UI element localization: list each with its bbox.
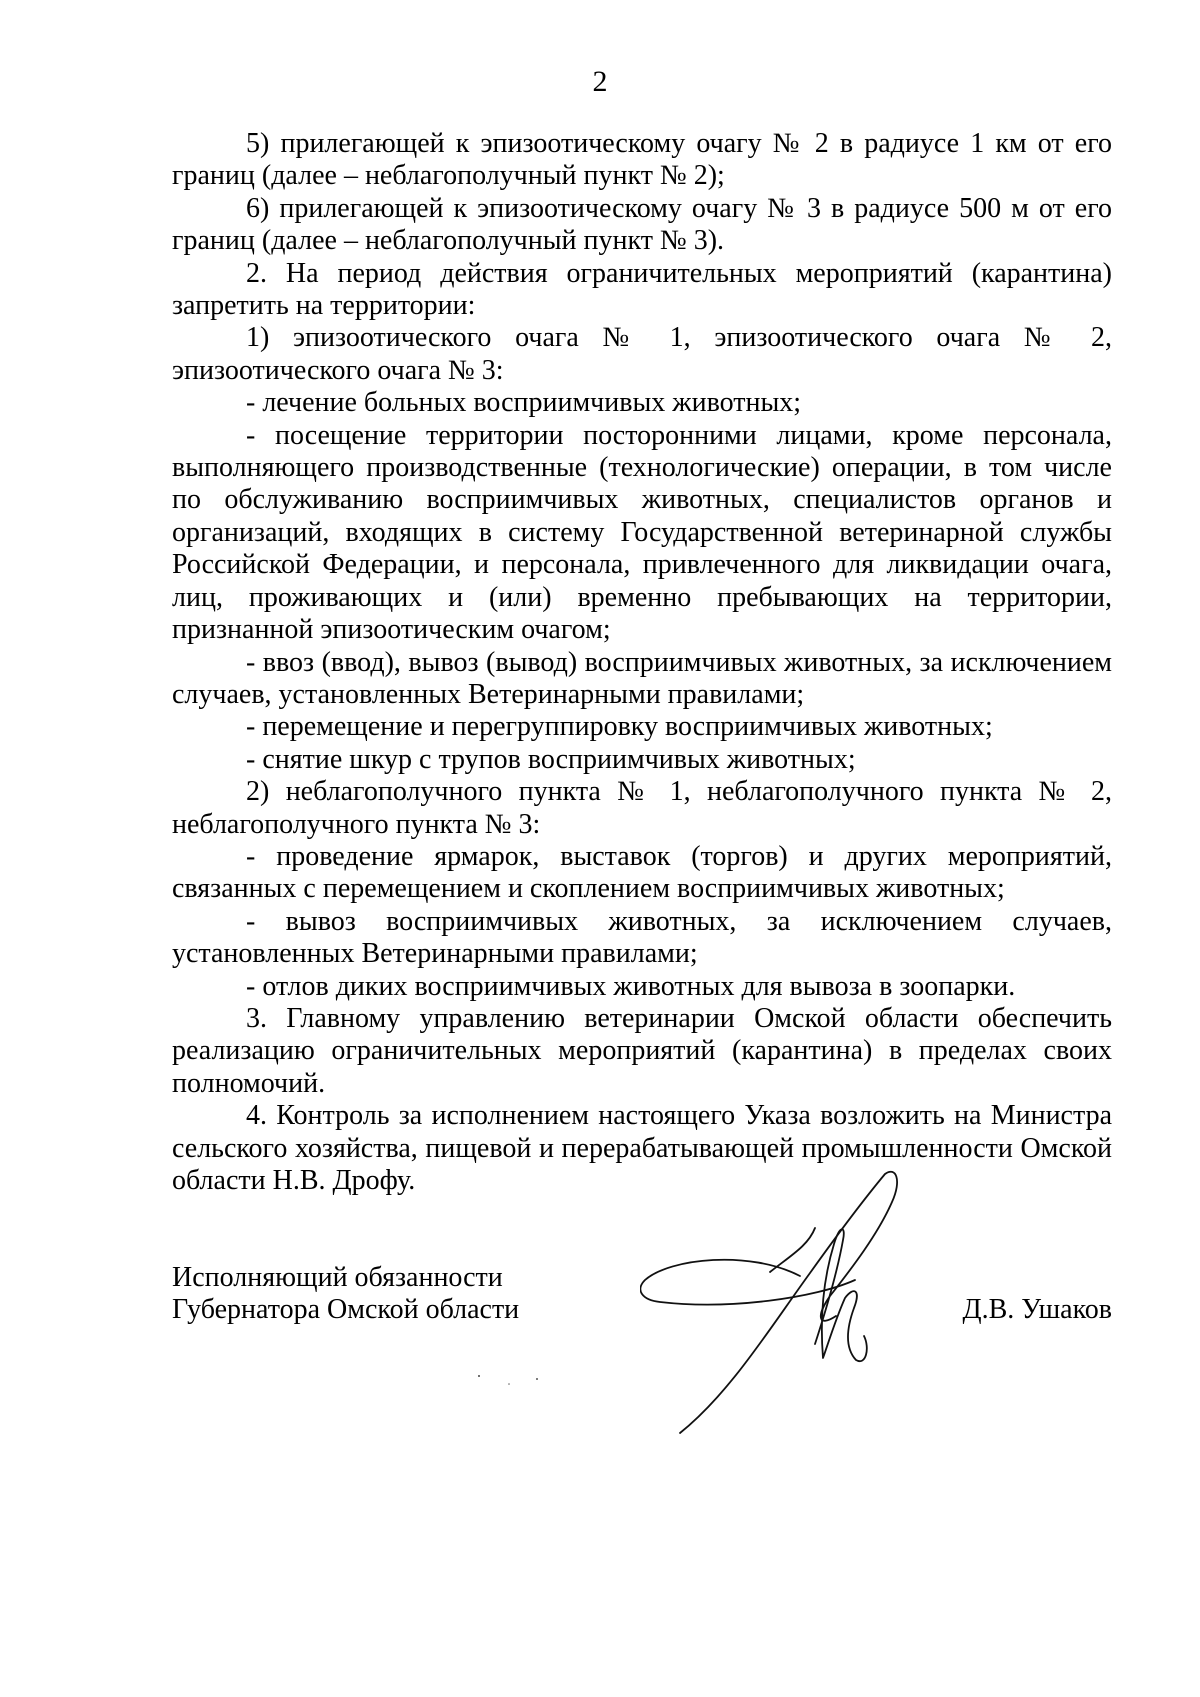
paragraph-item-5: 5) прилегающей к эпизоотическому очагу № 2 в радиусе 1 км от его границ (далее – неблагополучный пункт № 2); xyxy=(172,128,1112,192)
list-item: - снятие шкур с трупов восприимчивых животных; xyxy=(246,743,856,775)
list-item: - лечение больных восприимчивых животных; xyxy=(246,387,802,419)
list-item: - отлов диких восприимчивых животных для вывоза в зоопарки. xyxy=(246,970,1016,1002)
scan-noise xyxy=(475,1370,545,1390)
list-item: - проведение ярмарок, выставок (торгов) и других мероприятий, связанных с перемещением и скоплением восприимчивых животных; xyxy=(172,840,1112,905)
signer-name: Д.В. Ушаков xyxy=(962,1294,1112,1325)
handwritten-signature xyxy=(640,1168,950,1438)
list-item: - ввоз (ввод), вывоз (вывод) восприимчивых животных, за исключением случаев, установленных Ветеринарными правилами; xyxy=(172,646,1112,710)
signer-title-line: Губернатора Омской области xyxy=(172,1294,520,1326)
paragraph-section-4: 4. Контроль за исполнением настоящего Указа возложить на Министра сельского хозяйства, пищевой и перерабатывающей промышленности Омской области Н.В. Дрофу. xyxy=(172,1100,1112,1196)
signer-title-line: Исполняющий обязанности xyxy=(172,1262,503,1293)
paragraph-subitem-1: 1) эпизоотического очага № 1, эпизоотического очага № 2, эпизоотического очага № 3: xyxy=(172,322,1112,386)
list-item: - посещение территории посторонними лицами, кроме персонала, выполняющего производственные (технологические) операции, в том числе по обслуживанию восприимчивых животных, специалистов органов и организаций, входящих в систему Государственной ветеринарной службы Российской Федерации, и персонала, привлеченного для ликвидации очага, лиц, проживающих и (или) временно пребывающих на территории, признанной эпизоотическим очагом; xyxy=(172,419,1112,646)
document-body xyxy=(172,128,1112,1197)
page-number: 2 xyxy=(592,65,608,98)
list-item: - перемещение и перегруппировку восприимчивых животных; xyxy=(246,711,993,743)
signer-title xyxy=(172,1262,519,1327)
paragraph-section-2: 2. На период действия ограничительных мероприятий (карантина) запретить на территории: xyxy=(172,257,1112,322)
list-item: - вывоз восприимчивых животных, за исключением случаев, установленных Ветеринарными правилами; xyxy=(172,905,1112,970)
paragraph-subitem-2: 2) неблагополучного пункта № 1, неблагополучного пункта № 2, неблагополучного пункта № 3: xyxy=(172,776,1112,840)
paragraph-section-3: 3. Главному управлению ветеринарии Омской области обеспечить реализацию ограничительных мероприятий (карантина) в пределах своих полномочий. xyxy=(172,1002,1112,1099)
paragraph-item-6: 6) прилегающей к эпизоотическому очагу № 3 в радиусе 500 м от его границ (далее – неблагополучный пункт № 3). xyxy=(172,192,1112,257)
